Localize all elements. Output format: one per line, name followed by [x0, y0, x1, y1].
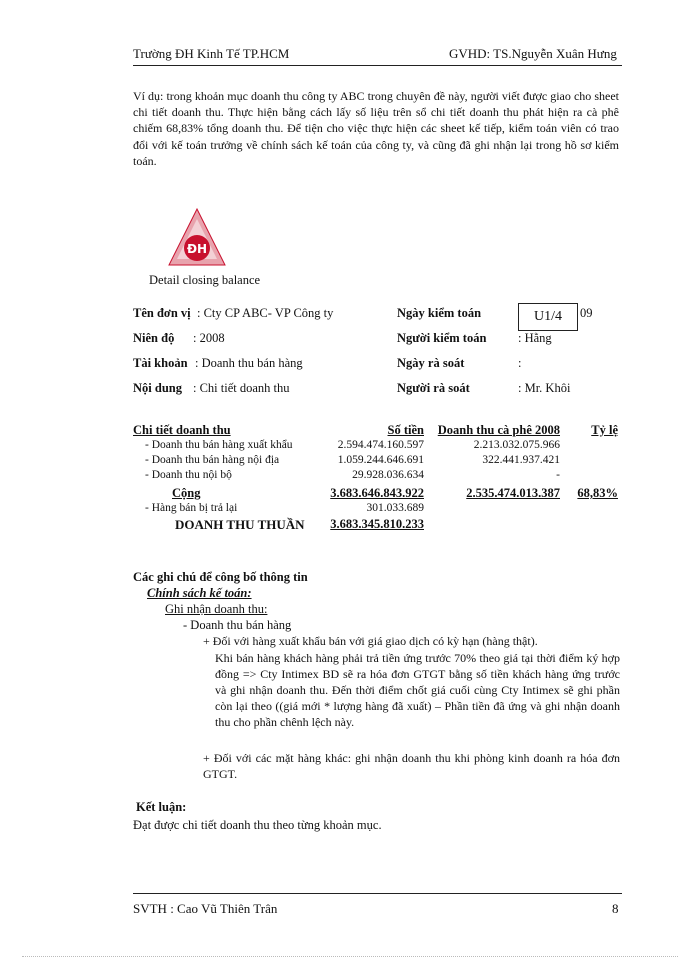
header-advisor: GVHD: TS.Nguyễn Xuân Hưng [449, 46, 617, 61]
unit-label: Tên đơn vị [133, 306, 191, 320]
row-coffee: 2.213.032.075.966 [473, 439, 560, 451]
returns-label: - Hàng bán bị trả lại [145, 502, 238, 514]
row-label: - Doanh thu nội bộ [145, 469, 232, 481]
policy-heading: Chính sách kế toán: [147, 586, 252, 600]
note-item-2: + Đối với các mặt hàng khác: ghi nhận doanh thu khi phòng kinh doanh ra hóa đơn GTGT. [203, 751, 620, 781]
page-number: 8 [612, 901, 619, 916]
row-amount: 29.928.036.634 [352, 469, 424, 481]
footer-rule [133, 893, 622, 894]
auditor-label: Người kiểm toán [397, 331, 487, 345]
table-header-ratio: Tỷ lệ [591, 423, 618, 437]
row-coffee: - [556, 469, 560, 481]
logo-icon [167, 207, 227, 269]
reference-box: U1/4 [518, 303, 578, 331]
recognition-heading: Ghi nhận doanh thu: [165, 602, 268, 616]
unit-value: : Cty CP ABC- VP Công ty [197, 306, 334, 320]
reviewer-label: Người rà soát [397, 381, 470, 395]
note-item-1-body: Khi bán hàng khách hàng phải trả tiền ứng trước 70% theo giá tại thời điểm ký hợp đồng => Cty Intimex BD sẽ ra hóa đơn GTGT bằng số tiền khách hàng ứng trước và ghi nhận doanh thu. Đến thời điểm chốt giá cuối cùng Cty Intimex sẽ ghi phần còn lại theo ((giá mới * lượng hàng đã xuất) – Phần tiền đã ứng và ghi nhận doanh thu cho phần chênh lệch này. [215, 651, 620, 729]
content-value: : Chi tiết doanh thu [193, 381, 290, 395]
total-amount: 3.683.646.843.922 [330, 486, 424, 500]
conclusion-title: Kết luận: [136, 800, 187, 814]
row-amount: 1.059.244.646.691 [337, 454, 424, 466]
university-logo [167, 207, 227, 269]
row-coffee: 322.441.937.421 [482, 454, 560, 466]
row-amount: 2.594.474.160.597 [337, 439, 424, 451]
intro-paragraph: Ví dụ: trong khoản mục doanh thu công ty ABC trong chuyên đề này, người viết được giao cho sheet chi tiết doanh thu. Thực hiện bằng cách lấy số liệu trên sổ chi tiết doanh thu phát hiện ra cà phê chiếm 68,83% tổng doanh thu. Để tiện cho việc thực hiện các sheet kế tiếp, kiểm toán viên có trao đổi với kế toán trưởng về chính sách kế toán của công ty, và cũng đã ghi nhận lại trong hồ sơ kiểm toán. [133, 89, 619, 168]
note-item-1-head: + Đối với hàng xuất khẩu bán với giá giao dịch có kỳ hạn (hàng thật). [203, 634, 538, 648]
net-amount: 3.683.345.810.233 [330, 517, 424, 531]
notes-title: Các ghi chú để công bố thông tin [133, 570, 308, 584]
total-coffee: 2.535.474.013.387 [466, 486, 560, 500]
account-label: Tài khoản [133, 356, 188, 370]
svg-text:ĐH: ĐH [186, 242, 208, 256]
table-header-amount: Số tiền [387, 423, 424, 437]
review-date-value: : [518, 356, 522, 370]
review-date-label: Ngày rà soát [397, 356, 465, 370]
returns-amount: 301.033.689 [366, 502, 424, 514]
table-header-detail: Chi tiết doanh thu [133, 423, 231, 437]
reviewer-value: : Mr. Khôi [518, 381, 571, 395]
auditor-value: : Hằng [518, 331, 552, 345]
year-label: Niên độ [133, 331, 175, 345]
year-value: : 2008 [193, 331, 225, 345]
logo-caption: Detail closing balance [149, 273, 261, 287]
footer-student: SVTH : Cao Vũ Thiên Trân [133, 901, 278, 916]
page-boundary [22, 956, 678, 957]
row-label: - Doanh thu bán hàng nội địa [145, 454, 280, 466]
conclusion-text: Đạt được chi tiết doanh thu theo từng khoản mục. [133, 818, 382, 832]
audit-date-label: Ngày kiểm toán [397, 306, 482, 320]
content-label: Nội dung [133, 381, 182, 395]
audit-date-value: 09 [580, 306, 593, 320]
total-ratio: 68,83% [577, 486, 618, 500]
net-label: DOANH THU THUẦN [175, 517, 305, 532]
account-value: : Doanh thu bán hàng [195, 356, 303, 370]
sales-heading: - Doanh thu bán hàng [183, 618, 292, 632]
row-label: - Doanh thu bán hàng xuất khẩu [145, 439, 293, 451]
header-rule [133, 65, 622, 66]
total-label: Cộng [172, 486, 201, 500]
header-school: Trường ĐH Kinh Tế TP.HCM [133, 46, 290, 61]
table-header-coffee: Doanh thu cà phê 2008 [437, 423, 560, 437]
